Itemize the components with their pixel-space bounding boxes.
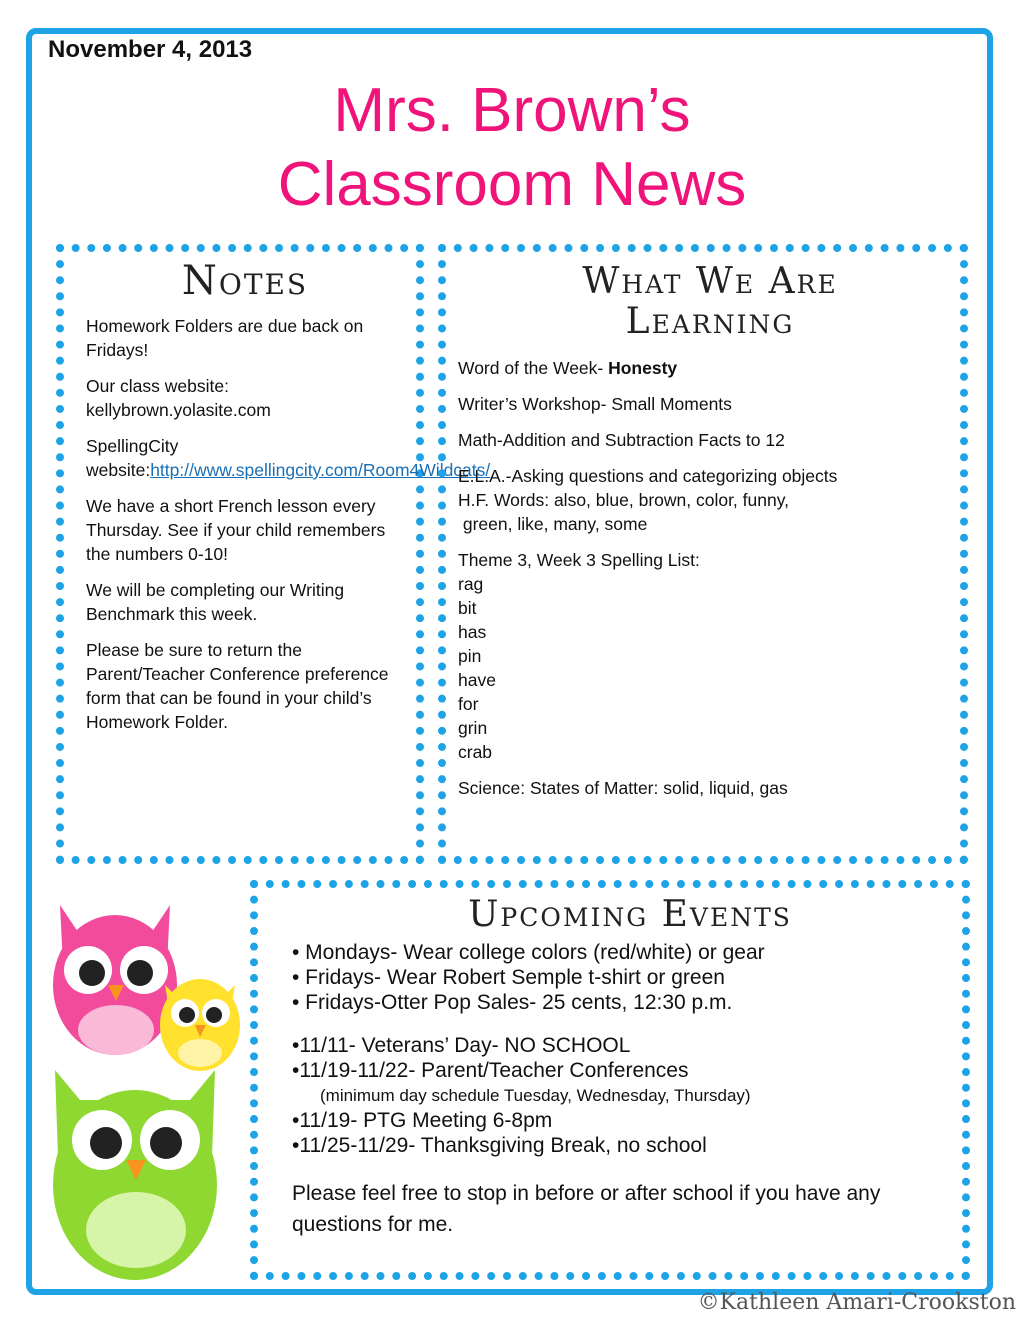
event-conferences-note: (minimum day schedule Tuesday, Wednesday, Thursday)	[320, 1086, 751, 1105]
writers-workshop: Writer’s Workshop- Small Moments	[458, 394, 732, 414]
notes-item-conference: Please be sure to return the Parent/Teacher Conference preference form that can be found in your child’s Homework Folder.	[86, 640, 389, 732]
event-weekly-mondays: • Mondays- Wear college colors (red/white) or gear	[292, 941, 765, 964]
notes-item-homework: Homework Folders are due back on Fridays!	[86, 316, 364, 360]
spelling-word: bit	[458, 598, 477, 618]
event-conferences: •11/19-11/22- Parent/Teacher Conferences	[292, 1059, 689, 1082]
ela-topic	[458, 464, 948, 536]
spelling-word: rag	[458, 574, 484, 594]
learning-content	[458, 356, 948, 812]
events-content	[292, 940, 932, 1240]
newsletter-date: November 4, 2013	[48, 36, 253, 63]
green-owl	[53, 1070, 217, 1280]
learning-heading	[530, 262, 890, 342]
hf-words-line-1: H.F. Words: also, blue, brown, color, funny,	[458, 490, 790, 510]
notes-heading: Notes	[181, 258, 309, 304]
spelling-list	[458, 548, 948, 572]
ela-line: E.L.A.-Asking questions and categorizing objects	[458, 466, 838, 486]
pink-owl	[53, 905, 177, 1055]
spelling-word: has	[458, 622, 487, 642]
event-weekly-fridays-otterpop: • Fridays-Otter Pop Sales- 25 cents, 12:30 p.m.	[292, 991, 733, 1014]
spelling-words	[458, 572, 948, 764]
closing-message: Please feel free to stop in before or after school if you have any questions for me.	[292, 1182, 881, 1236]
spelling-word: grin	[458, 718, 488, 738]
notes-item-spellingcity	[86, 434, 491, 482]
copyright-credit: ©Kathleen Amari-Crookston	[697, 1290, 1016, 1315]
spellingcity-label: SpellingCity website:	[86, 436, 179, 480]
word-of-week-value: Honesty	[608, 358, 678, 378]
spelling-word: crab	[458, 742, 493, 762]
word-of-week	[458, 356, 948, 380]
notes-item-writing: We will be completing our Writing Benchmark this week.	[86, 580, 345, 624]
spellingcity-link[interactable]: http://www.spellingcity.com/Room4Wildcats/	[150, 460, 491, 480]
event-veterans-day: •11/11- Veterans’ Day- NO SCHOOL	[292, 1034, 631, 1057]
event-weekly-fridays-shirt: • Fridays- Wear Robert Semple t-shirt or green	[292, 966, 725, 989]
notes-item-french: We have a short French lesson every Thursday. See if your child remembers the numbers 0-10!	[86, 496, 386, 564]
event-ptg-meeting: •11/19- PTG Meeting 6-8pm	[292, 1109, 553, 1132]
learning-heading-line-1: What We Are	[582, 261, 838, 302]
spelling-word: pin	[458, 646, 482, 666]
hf-words-line-2: green, like, many, some	[462, 514, 648, 534]
yellow-owl	[160, 979, 240, 1071]
owls-illustration	[40, 885, 250, 1295]
science-topic: Science: States of Matter: solid, liquid, gas	[458, 778, 788, 798]
word-of-week-label: Word of the Week-	[458, 358, 609, 378]
spelling-word: for	[458, 694, 479, 714]
title-line-2: Classroom News	[277, 150, 747, 219]
math-topic: Math-Addition and Subtraction Facts to 12	[458, 430, 785, 450]
spelling-list-title: Theme 3, Week 3 Spelling List:	[458, 550, 700, 570]
learning-heading-line-2: Learning	[625, 301, 795, 342]
spelling-word: have	[458, 670, 496, 690]
newsletter-title	[0, 74, 1024, 222]
notes-item-website: Our class website: kellybrown.yolasite.com	[86, 376, 271, 420]
events-heading: Upcoming Events	[468, 894, 792, 935]
event-thanksgiving: •11/25-11/29- Thanksgiving Break, no school	[292, 1134, 707, 1157]
title-line-1: Mrs. Brown’s	[333, 76, 691, 145]
